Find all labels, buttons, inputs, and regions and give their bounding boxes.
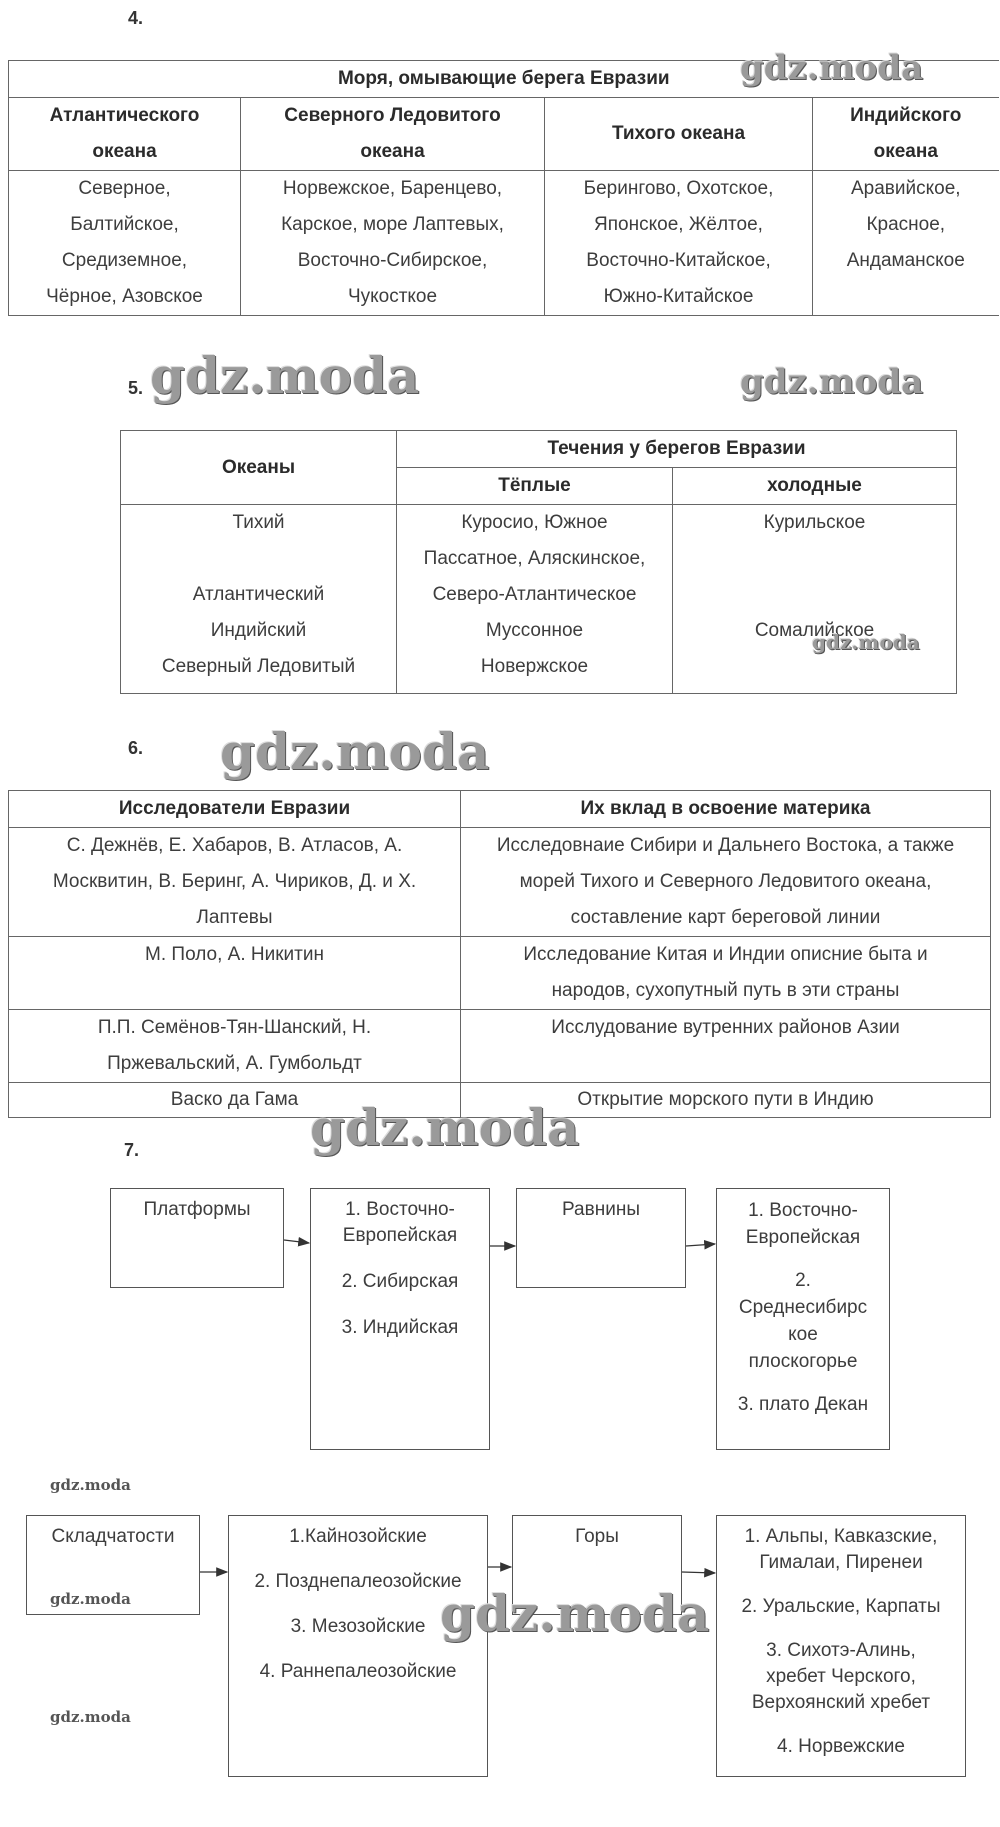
watermark: gdz.moda [440, 1584, 710, 1643]
explorers-cell: Васко да Гама [9, 1083, 461, 1118]
watermark: gdz.moda [50, 1590, 131, 1608]
watermark: gdz.moda [310, 1098, 580, 1157]
task-5-number: 5. [128, 378, 144, 398]
contribution-cell: Исслудование вутренних районов Азии [461, 1010, 991, 1083]
explorers-cell: П.П. Семёнов-Тян-Шанский, Н. Пржевальский, А. Гумбольдт [9, 1010, 461, 1083]
seas-table-title: Моря, омывающие берега Евразии [9, 61, 999, 98]
mountains-box: Горы [512, 1515, 682, 1615]
header-oceans: Океаны [121, 431, 397, 505]
watermark: gdz.moda [812, 630, 920, 654]
header-explorers: Исследователи Евразии [9, 791, 461, 828]
seas-atlantic: Северное, Балтийское, Средиземное, Чёрное, Азовское [9, 171, 241, 316]
warm-currents-list: Куросио, Южное Пассатное, Аляскинское, Северо-Атлантическое Муссонное Новержское [397, 505, 673, 694]
watermark: gdz.moda [220, 722, 490, 781]
arrow-plains [686, 1244, 715, 1246]
explorers-cell: М. Поло, А. Никитин [9, 937, 461, 1010]
header-warm: Тёплые [397, 468, 673, 505]
task-6-number: 6. [128, 738, 144, 758]
seas-pacific: Берингово, Охотское, Японское, Жёлтое, Восточно-Китайское, Южно-Китайское [545, 171, 813, 316]
platforms-box: Платформы [110, 1188, 284, 1288]
header-arctic: Северного Ледовитого океана [241, 98, 545, 171]
watermark: gdz.moda [50, 1476, 131, 1494]
header-indian: Индийского океана [813, 98, 999, 171]
folds-box: Складчатости [26, 1515, 200, 1615]
plains-box: Равнины [516, 1188, 686, 1288]
folds-list-box: 1.Кайнозойские 2. Позднепалеозойские 3. Мезозойские 4. Раннепалеозойские [228, 1515, 488, 1777]
plains-list-box: 1. Восточно- Европейская 2. Среднесибирс кое плоскогорье 3. плато Декан [716, 1188, 890, 1450]
contribution-cell: Открытие морского пути в Индию [461, 1083, 991, 1118]
watermark: gdz.moda [740, 362, 924, 402]
arrow-platforms [284, 1240, 309, 1243]
header-currents: Течения у берегов Евразии [397, 431, 957, 468]
task-7-number: 7. [124, 1140, 140, 1160]
header-cold: холодные [673, 468, 957, 505]
mountains-list-box: 1. Альпы, Кавказские, Гималаи, Пиренеи 2. Уральские, Карпаты 3. Сихотэ-Алинь, хребет Черского, Верхоянский хребет 4. Норвежские [716, 1515, 966, 1777]
header-atlantic: Атлантического океана [9, 98, 241, 171]
cold-currents-list: Курильское Сомалийское [673, 505, 957, 694]
seas-arctic: Норвежское, Баренцево, Карское, море Лаптевых, Восточно-Сибирское, Чукосткое [241, 171, 545, 316]
task-4-number: 4. [128, 8, 144, 28]
header-contribution: Их вклад в освоение материка [461, 791, 991, 828]
arrow-mountains [682, 1572, 715, 1573]
header-pacific: Тихого океана [545, 98, 813, 171]
watermark: gdz.moda [740, 48, 924, 88]
watermark: gdz.moda [150, 346, 420, 405]
seas-indian: Аравийское, Красное, Андаманское [813, 171, 999, 316]
contribution-cell: Исследовнаие Сибири и Дальнего Востока, а также морей Тихого и Северного Ледовитого океана, составление карт береговой линии [461, 828, 991, 937]
explorers-cell: С. Дежнёв, Е. Хабаров, В. Атласов, А. Москвитин, В. Беринг, А. Чириков, Д. и Х. Лаптевы [9, 828, 461, 937]
contribution-cell: Исследование Китая и Индии описние быта и народов, сухопутный путь в эти страны [461, 937, 991, 1010]
watermark: gdz.moda [50, 1708, 131, 1726]
platforms-list-box: 1. Восточно- Европейская 2. Сибирская 3. Индийская [310, 1188, 490, 1450]
oceans-list: Тихий Атлантический Индийский Северный Ледовитый [121, 505, 397, 694]
